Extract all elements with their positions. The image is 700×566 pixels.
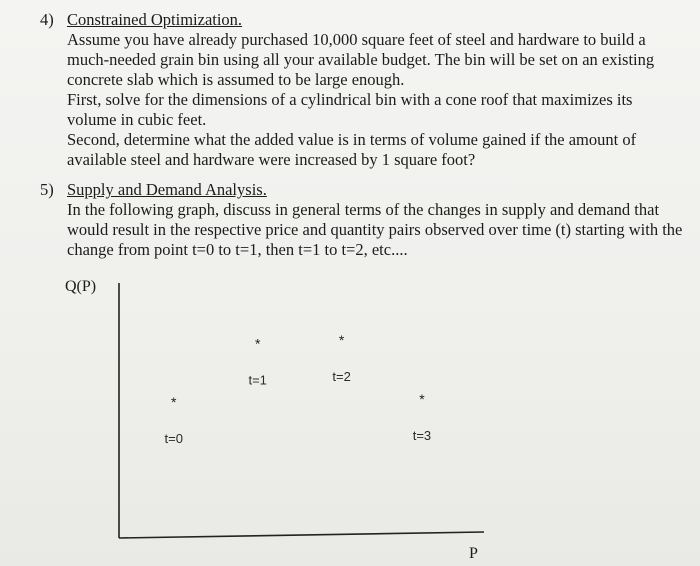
y-axis-label: Q(P) xyxy=(65,278,97,295)
problem-4-number: 4) xyxy=(40,10,54,29)
problem-4-line: First, solve for the dimensions of a cylindrical bin with a cone roof that maximizes its xyxy=(67,90,633,109)
data-points xyxy=(165,332,432,446)
x-axis-label: P xyxy=(469,545,478,562)
point-marker: * xyxy=(419,390,425,407)
problem-5-number: 5) xyxy=(40,180,54,199)
point-label: t=3 xyxy=(412,427,432,443)
problem-5-body xyxy=(67,200,690,260)
problem-4 xyxy=(40,10,680,170)
problem-5-line: In the following graph, discuss in general terms of the changes in supply and demand that xyxy=(67,200,660,219)
problem-4-line: volume in cubic feet. xyxy=(67,110,207,129)
problem-5 xyxy=(40,180,690,260)
problem-5-line: change from point t=0 to t=1, then t=1 to t=2, etc.... xyxy=(67,240,408,259)
point-label: t=2 xyxy=(332,369,351,385)
problem-4-title: Constrained Optimization. xyxy=(67,10,243,29)
problem-4-heading xyxy=(40,10,680,30)
x-axis xyxy=(119,532,484,538)
problem-4-line: much-needed grain bin using all your available budget. The bin will be set on an existing xyxy=(67,50,655,69)
point-label: t=1 xyxy=(248,372,267,388)
point-marker: * xyxy=(254,335,261,352)
point-marker: * xyxy=(171,394,177,411)
problem-5-line: would result in the respective price and quantity pairs observed over time (t) starting with the xyxy=(67,220,683,239)
point-marker: * xyxy=(338,332,345,349)
problem-4-line: concrete slab which is assumed to be large enough. xyxy=(67,70,405,89)
problem-4-line: Second, determine what the added value is in terms of volume gained if the amount of xyxy=(67,130,637,149)
point-label: t=0 xyxy=(164,431,183,447)
problem-5-heading xyxy=(40,180,690,200)
problem-4-line: available steel and hardware were increased by 1 square foot? xyxy=(67,150,476,169)
problem-4-body xyxy=(67,30,680,170)
problem-4-line: Assume you have already purchased 10,000 square feet of steel and hardware to build a xyxy=(67,30,646,49)
problem-5-title: Supply and Demand Analysis. xyxy=(67,180,267,199)
